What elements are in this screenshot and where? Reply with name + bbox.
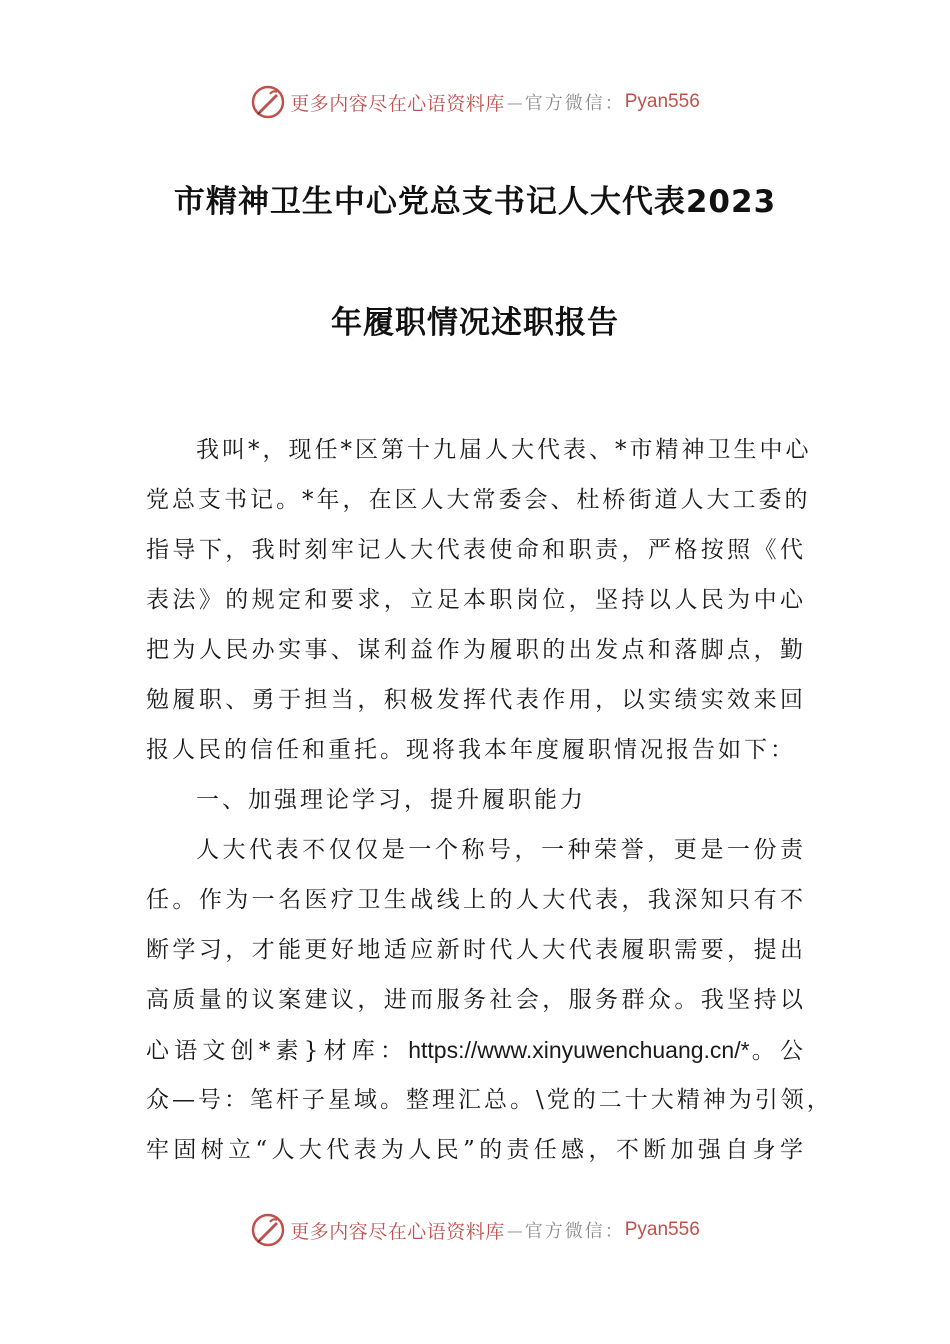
watermark-banner-bottom	[0, 1210, 950, 1250]
body-line: 高质量的议案建议，进而服务社会，服务群众。我坚持以	[146, 987, 806, 1013]
body-line-url	[146, 1025, 806, 1075]
url-suffix: 。公	[749, 1038, 806, 1064]
body-line: 任。作为一名医疗卫生战线上的人大代表，我深知只有不	[146, 887, 806, 913]
watermark-wechat-id: Pyan556	[624, 91, 700, 112]
url-prefix: 心语文创*素}材库：	[146, 1038, 409, 1064]
pen-logo-icon	[250, 1212, 286, 1248]
body-line: 断学习，才能更好地适应新时代人大代表履职需要，提出	[146, 937, 806, 963]
watermark-wechat-label: 官方微信：	[524, 1221, 625, 1242]
body-line: 众—号：笔杆子星域。整理汇总。\党的二十大精神为引领，	[146, 1087, 833, 1113]
body-line: 牢固树立“人大代表为人民”的责任感，不断加强自身学	[146, 1137, 806, 1163]
document-title-line-2: 年履职情况述职报告	[331, 305, 619, 341]
watermark-wechat-label: 官方微信：	[524, 93, 625, 114]
body-line: 人大代表不仅仅是一个称号，一种荣誉，更是一份责	[196, 837, 806, 863]
watermark-wechat-id: Pyan556	[624, 1219, 700, 1240]
pen-logo-icon	[250, 84, 286, 120]
section-heading: 一、加强理论学习，提升履职能力	[196, 787, 586, 813]
watermark-dash: —	[506, 92, 523, 112]
watermark-dash: —	[506, 1220, 523, 1240]
watermark-text: 更多内容尽在心语资料库	[290, 1220, 505, 1243]
body-line: 指导下，我时刻牢记人大代表使命和职责，严格按照《代	[146, 537, 806, 563]
body-line: 党总支书记。*年，在区人大常委会、杜桥街道人大工委的	[146, 487, 811, 513]
document-title-line-1: 市精神卫生中心党总支书记人大代表2023	[173, 184, 777, 220]
body-line: 我叫*，现任*区第十九届人大代表、*市精神卫生中心	[196, 437, 812, 463]
document-body	[146, 425, 833, 1175]
body-line: 表法》的规定和要求，立足本职岗位，坚持以人民为中心	[146, 587, 806, 613]
watermark-text: 更多内容尽在心语资料库	[290, 92, 505, 115]
body-line: 把为人民办实事、谋利益作为履职的出发点和落脚点，勤	[146, 637, 806, 663]
watermark-banner-top	[0, 82, 950, 122]
body-line: 报人民的信任和重托。现将我本年度履职情况报告如下：	[146, 737, 796, 763]
body-line: 勉履职、勇于担当，积极发挥代表作用，以实绩实效来回	[146, 687, 806, 713]
source-url: https://www.xinyuwenchuang.cn/*	[408, 1037, 750, 1063]
